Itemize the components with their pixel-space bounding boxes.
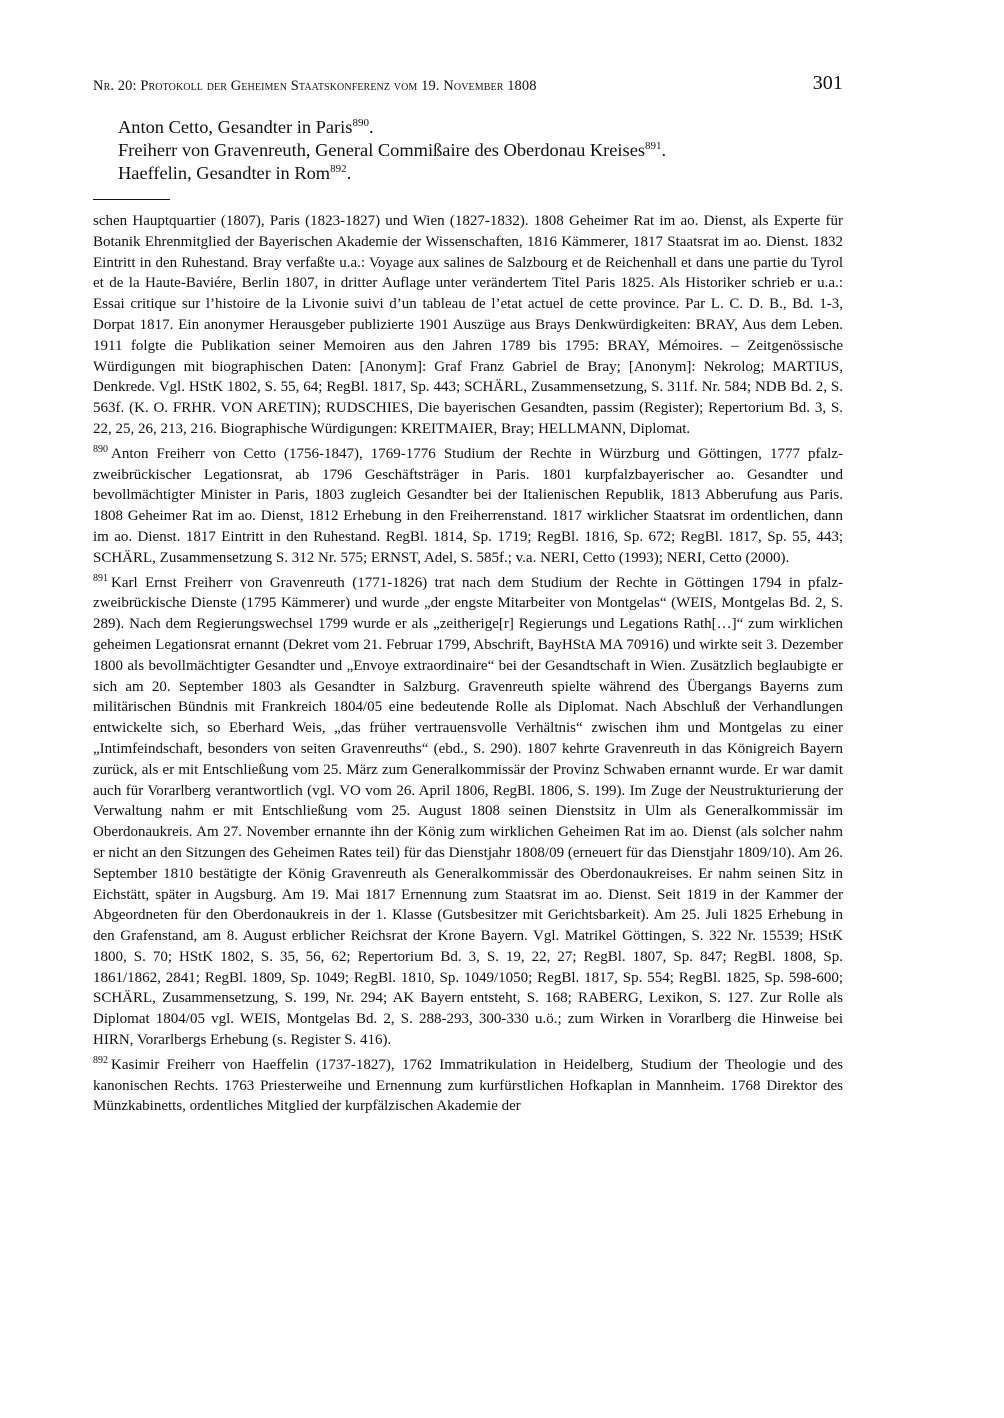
footnote-891 <box>93 573 843 1051</box>
footnote-892 <box>93 1055 843 1117</box>
signatory-line <box>118 116 843 139</box>
footnote-text: Anton Freiherr von Cetto (1756-1847), 1769-1776 Studium der Rechte in Würzburg und Göttingen, 1777 pfalz-zweibrückischer Legationsrat, ab 1796 Geschäftsträger in Paris. 1801 kurpfalzbayerischer ao. Gesandter und bevollmächtigter Minister in Paris, 1803 zugleich Gesandter bei der Italienischen Republik, 1813 Abberufung aus Paris. 1808 Geheimer Rat im ao. Dienst, 1812 Erhebung in den Freiherrenstand. 1817 wirklicher Staatsrat im ordentlichen, dann im ao. Dienst. 1817 Eintritt in den Ruhestand. RegBl. 1814, Sp. 1719; RegBl. 1816, Sp. 672; RegBl. 1817, Sp. 55, 443; SCHÄRL, Zusammensetzung S. 312 Nr. 575; ERNST, Adel, S. 585f.; v.a. NERI, Cetto (1993); NERI, Cetto (2000). <box>93 445 843 566</box>
footnote-890 <box>93 444 843 569</box>
signatory-text: Haeffelin, Gesandter in Rom <box>118 163 331 183</box>
footnote-section <box>93 211 843 1117</box>
signatory-text: Anton Cetto, Gesandter in Paris <box>118 117 353 137</box>
running-header <box>93 66 843 106</box>
footnote-continuation <box>93 211 843 440</box>
signatory-line <box>118 139 843 162</box>
signatory-line <box>118 162 843 185</box>
footnote-reference[interactable]: 890 <box>352 116 369 129</box>
footnote-reference[interactable]: 892 <box>330 162 347 175</box>
signatory-text: Freiherr von Gravenreuth, General Commißaire des Oberdonau Kreises <box>118 140 646 160</box>
running-title: Nr. 20: Protokoll der Geheimen Staatskonferenz vom 19. November 1808 <box>93 78 537 94</box>
footnote-text: schen Hauptquartier (1807), Paris (1823-1827) und Wien (1827-1832). 1808 Geheimer Rat im ao. Dienst, als Experte für Botanik Ehrenmitglied der Bayerischen Akademie der Wissenschaften, 1816 Kämmerer, 1817 Staatsrat im ao. Dienst. 1832 Eintritt in den Ruhestand. Bray verfaßte u.a.: Voyage aux salines de Salzbourg et de Reichenhall et dans une partie du Tyrol et de la Haute-Baviére, Berlin 1807, in dritter Auflage unter verändertem Titel Paris 1825. Als Historiker schrieb er u.a.: Essai critique sur l’histoire de la Livonie suivi d’un tableau de l’etat actuel de cette province. Par L. C. D. B., Bd. 1-3, Dorpat 1817. Ein anonymer Herausgeber publizierte 1901 Auszüge aus Brays Denkwürdigkeiten: BRAY, Aus dem Leben. 1911 folgte die Publikation seiner Memoiren aus den Jahren 1789 bis 1795: BRAY, Mémoires. – Zeitgenössische Würdigungen mit biographischen Daten: [Anonym]: Graf Franz Gabriel de Bray; [Anonym]: Nekrolog; MARTIUS, Denkrede. Vgl. HStK 1802, S. 55, 64; RegBl. 1817, Sp. 443; SCHÄRL, Zusammensetzung, S. 311f. Nr. 584; NDB Bd. 2, S. 563f. (K. O. FRHR. VON ARETIN); RUDSCHIES, Die bayerischen Gesandten, passim (Register); Repertorium Bd. 3, S. 22, 25, 26, 213, 216. Biographische Würdigungen: KREITMAIER, Bray; HELLMANN, Diplomat. <box>93 213 843 437</box>
signatory-list <box>118 116 843 185</box>
document-page <box>93 66 843 1121</box>
footnote-number: 892 <box>93 1054 108 1066</box>
signatory-punctuation: . <box>661 140 667 160</box>
signatory-punctuation: . <box>346 163 352 183</box>
footnote-reference[interactable]: 891 <box>645 139 662 152</box>
signatory-punctuation: . <box>368 117 374 137</box>
footnote-text: Karl Ernst Freiherr von Gravenreuth (1771-1826) trat nach dem Studium der Rechte in Göttingen 1794 in pfalz-zweibrückische Dienste (1795 Kämmerer) und wurde „der engste Mitarbeiter von Montgelas“ (WEIS, Montgelas Bd. 2, S. 289). Nach dem Regierungswechsel 1799 wurde er als „zeitherige[r] Regierungs und Legations Rath[…]“ zum wirklichen geheimen Legationsrat ernannt (Dekret vom 21. Februar 1799, Abschrift, BayHStA MA 70916) und wirkte seit 3. Dezember 1800 als bevollmächtigter Gesandter und „Envoye extraordinaire“ bei der Gesandtschaft in Wien. Zusätzlich beglaubigte er sich am 20. September 1803 als Gesandter in Salzburg. Gravenreuth spielte während des Übergangs Bayerns zum militärischen Bündnis mit Frankreich 1804/05 eine bedeutende Rolle als Diplomat. Nach Abschluß der Verhandlungen entwickelte sich, so Eberhard Weis, „das früher vertrauensvolle Verhältnis“ zwischen ihm und Montgelas zu einer „Intimfeindschaft, besonders von seiten Gravenreuths“ (ebd., S. 290). 1807 kehrte Gravenreuth in das Königreich Bayern zurück, als er mit Entschließung vom 25. März zum Generalkommissär der Provinz Schwaben ernannt wurde. Er war damit auch für Vorarlberg verantwortlich (vgl. VO vom 26. April 1806, RegBl. 1806, S. 199). Im Zuge der Neustrukturierung der Verwaltung nahm er mit Entschließung vom 25. August 1808 seinen Dienstsitz in Ulm als Generalkommissär im Oberdonaukreis. Am 27. November ernannte ihn der König zum wirklichen Geheimen Rat im ao. Dienst (als solcher nahm er nicht an den Sitzungen des Geheimen Rates teil) für das Dienstjahr 1808/09 (erneuert für das Dienstjahr 1809/10). Am 26. September 1810 bestätigte der König Gravenreuth als Generalkommissär des Oberdonaukreises. Er nahm seinen Sitz in Eichstätt, später in Augsburg. Am 19. Mai 1817 Ernennung zum Staatsrat im ao. Dienst. Seit 1819 in der Kammer der Abgeordneten für den Oberdonaukreis in der 1. Klasse (Gutsbesitzer mit Gerichtsbarkeit). Am 25. Juli 1825 Erhebung in den Grafenstand, am 8. August erblicher Reichsrat der Krone Bayern. Vgl. Matrikel Göttingen, S. 322 Nr. 15539; HStK 1800, S. 70; HStK 1802, S. 35, 56, 62; Repertorium Bd. 3, S. 19, 22, 27; RegBl. 1807, Sp. 847; RegBl. 1808, Sp. 1861/1862, 2841; RegBl. 1809, Sp. 1049; RegBl. 1810, Sp. 1049/1050; RegBl. 1817, Sp. 554; RegBl. 1825, Sp. 598-600; SCHÄRL, Zusammensetzung, S. 199, Nr. 294; AK Bayern entsteht, S. 168; RABERG, Lexikon, S. 127. Zur Rolle als Diplomat 1804/05 vgl. WEIS, Montgelas Bd. 2, S. 288-293, 300-330 u.ö.; zum Wirken in Vorarlberg die Hinweise bei HIRN, Vorarlbergs Erhebung (s. Register S. 416). <box>93 574 843 1049</box>
footnote-separator <box>93 199 170 200</box>
footnote-text: Kasimir Freiherr von Haeffelin (1737-1827), 1762 Immatrikulation in Heidelberg, Studium der Theologie und des kanonischen Rechts. 1763 Priesterweihe und Ernennung zum kurfürstlichen Hofkaplan in Mannheim. 1768 Direktor des Münzkabinetts, ordentliches Mitglied der kurpfälzischen Akademie der <box>93 1056 843 1115</box>
footnote-number: 890 <box>93 443 108 455</box>
page-number: 301 <box>812 72 843 94</box>
footnote-number: 891 <box>93 572 108 584</box>
